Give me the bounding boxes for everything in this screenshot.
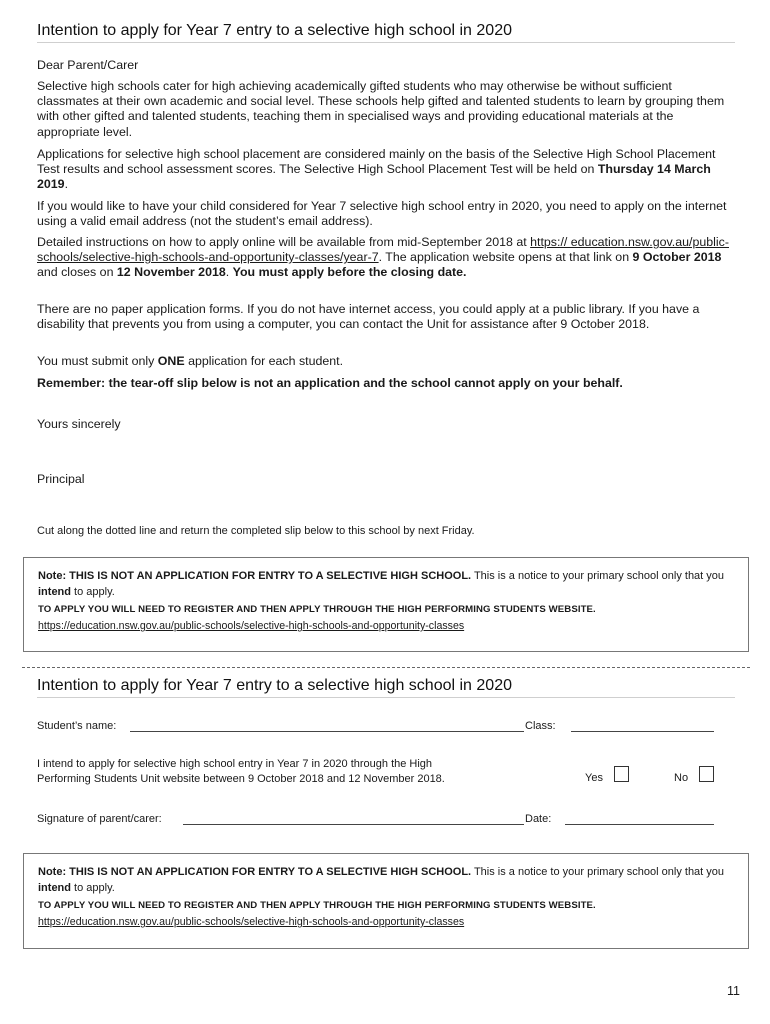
student-name-label: Student’s name:: [37, 720, 117, 732]
paragraph-no-paper: There are no paper application forms. If you do not have internet access, you could apply at a public library. If you have a disability that prevents you from using a computer, you can contact the Unit for assistance after 9 October 2018.: [37, 302, 700, 332]
closing: Yours sincerely: [37, 417, 121, 431]
note-rest: This is a notice to your primary school only that you: [471, 866, 725, 878]
note-end: to apply.: [71, 586, 115, 598]
yes-label: Yes: [585, 772, 603, 784]
register-text: TO APPLY YOU WILL NEED TO REGISTER AND THEN APPLY THROUGH THE HIGH PERFORMING STUDENTS WEBSITE.: [38, 604, 596, 615]
no-checkbox[interactable]: [699, 766, 714, 782]
page-number: 11: [727, 984, 740, 998]
instructions-mid: . The application website opens at that link on: [378, 250, 633, 265]
date-field[interactable]: [565, 824, 714, 825]
paragraph-intro: Selective high schools cater for high achieving academically gifted students who may otherwise be without sufficient classmates at their own academic and social level. These schools help gifted and talented students to learn by grouping them with other gifted and talented students, teaching them in specialised ways and providing educational materials at the appropriate level.: [37, 79, 725, 139]
note-rest: This is a notice to your primary school only that you: [471, 570, 725, 582]
paragraph-apply-online: If you would like to have your child considered for Year 7 selective high school entry in 2020, you need to apply on the internet using a valid email address (not the student’s email address).: [37, 199, 727, 229]
paragraph-placement-test: [37, 147, 737, 193]
placement-test-end: .: [64, 177, 69, 192]
cut-instruction: Cut along the dotted line and return the completed slip below to this school by next Friday.: [37, 525, 475, 537]
notice-url[interactable]: https://education.nsw.gov.au/public-schools/selective-high-schools-and-opportunity-classes: [38, 916, 465, 928]
reminder: Remember: the tear-off slip below is not an application and the school cannot apply on your behalf.: [37, 376, 623, 390]
notice-note: [38, 568, 734, 600]
closing-date-warning: You must apply before the closing date.: [232, 265, 467, 280]
paragraph-one-application: [37, 354, 737, 369]
year7-link[interactable]: https:// education.nsw.gov.au/public-schools/selective-high-schools-and-opportunity-classes/year-7: [37, 235, 729, 265]
register-text: TO APPLY YOU WILL NEED TO REGISTER AND THEN APPLY THROUGH THE HIGH PERFORMING STUDENTS WEBSITE.: [38, 900, 596, 911]
class-field[interactable]: [571, 731, 714, 732]
note-label: Note:: [38, 570, 67, 582]
close-date: 12 November 2018: [116, 265, 226, 280]
slip-title: Intention to apply for Year 7 entry to a selective high school in 2020: [37, 676, 735, 698]
intent-line-2: Performing Students Unit website between 9 October 2018 and 12 November 2018.: [37, 773, 445, 785]
signature-label: Signature of parent/carer:: [37, 813, 162, 825]
instructions-text: Detailed instructions on how to apply online will be available from mid-September 2018 at: [37, 235, 531, 249]
student-name-field[interactable]: [130, 731, 524, 732]
instructions-dot: .: [225, 265, 233, 280]
open-date: 9 October 2018: [632, 250, 722, 265]
one-application-pre: You must submit only: [37, 354, 158, 368]
placement-test-text: Applications for selective high school placement are considered mainly on the basis of the Selective High School Placement Test results and school assessment scores. The Selective High School Placement Test will be held on: [37, 147, 716, 177]
notice-box-bottom: [23, 853, 749, 949]
one-application-post: application for each student.: [184, 354, 344, 368]
instructions-and: and closes on: [37, 265, 117, 280]
paragraph-instructions: [37, 235, 737, 281]
salutation: Dear Parent/Carer: [37, 58, 139, 72]
note-intend: intend: [38, 882, 71, 894]
no-label: No: [674, 772, 689, 784]
letter-title: Intention to apply for Year 7 entry to a selective high school in 2020: [37, 21, 735, 43]
note-intend: intend: [38, 586, 71, 598]
class-label: Class:: [525, 720, 556, 732]
signatory: Principal: [37, 472, 85, 486]
yes-checkbox[interactable]: [614, 766, 629, 782]
note-label: Note:: [38, 866, 67, 878]
notice-url[interactable]: https://education.nsw.gov.au/public-schools/selective-high-schools-and-opportunity-classes: [38, 620, 465, 632]
note-end: to apply.: [71, 882, 115, 894]
test-date: Thursday 14 March 2019: [37, 162, 711, 192]
note-caps: THIS IS NOT AN APPLICATION FOR ENTRY TO A SELECTIVE HIGH SCHOOL.: [66, 570, 472, 582]
notice-box-top: [23, 557, 749, 652]
cut-line: [22, 667, 750, 668]
notice-note: [38, 864, 734, 896]
date-label: Date:: [525, 813, 552, 825]
signature-field[interactable]: [183, 824, 524, 825]
note-caps: THIS IS NOT AN APPLICATION FOR ENTRY TO A SELECTIVE HIGH SCHOOL.: [66, 866, 472, 878]
intent-line-1: I intend to apply for selective high school entry in Year 7 in 2020 through the High: [37, 758, 433, 770]
one-application-emph: ONE: [157, 354, 185, 368]
